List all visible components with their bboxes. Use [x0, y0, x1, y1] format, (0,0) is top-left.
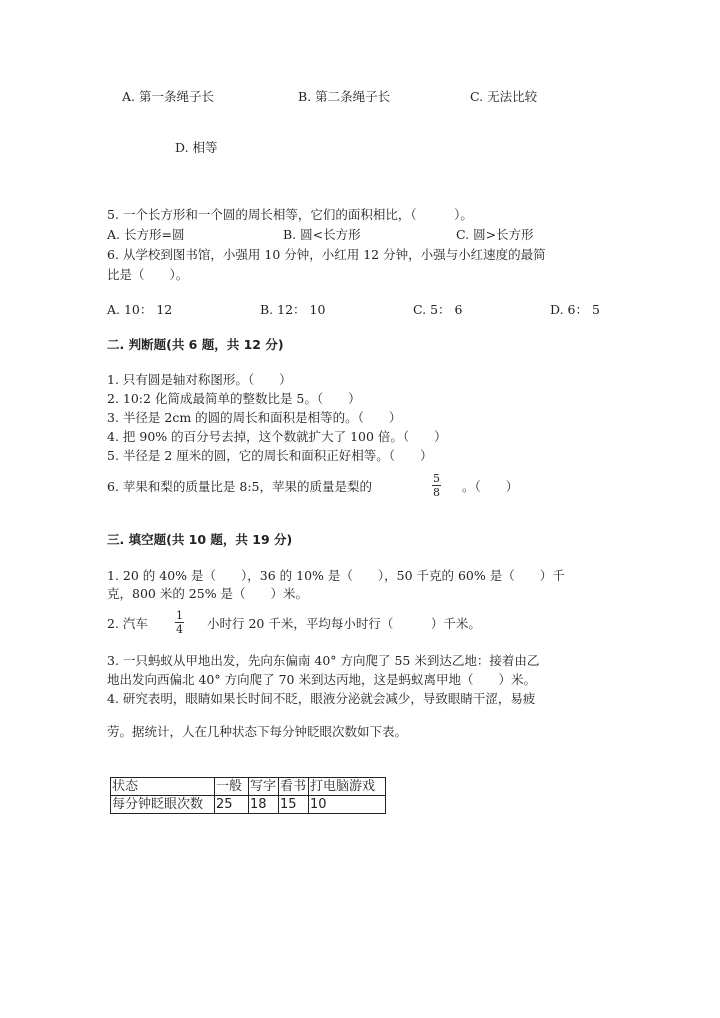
judge-item: 3. 半径是 2cm 的圆的周长和面积是相等的。（ ）	[107, 410, 402, 425]
judge-item-6-end: 。（ ）	[462, 479, 519, 494]
q6-line1: 6. 从学校到图书馆，小强用 10 分钟，小红用 12 分钟，小强与小红速度的最简	[107, 247, 546, 262]
section2-heading: 二. 判断题(共 6 题，共 12 分)	[107, 337, 284, 352]
denominator: 8	[433, 486, 440, 499]
q5-option-a: A. 长方形=圆	[107, 227, 185, 242]
table-cell: 写字	[249, 778, 279, 796]
judge-item: 1. 只有圆是轴对称图形。（ ）	[107, 372, 292, 387]
q5-option-c: C. 圆>长方形	[456, 227, 534, 242]
q6-option-d: D. 6： 5	[550, 302, 600, 317]
option-d: D. 相等	[175, 140, 218, 155]
fill-q3-line2: 地出发向西偏北 40° 方向爬了 70 米到达丙地，这是蚂蚁离甲地（ ）米。	[107, 672, 536, 687]
option-c: C. 无法比较	[470, 89, 538, 104]
fill-q1-line2: 克，800 米的 25% 是（ ）米。	[107, 586, 309, 601]
table-cell: 15	[279, 796, 309, 814]
judge-item-6: 6. 苹果和梨的质量比是 8:5，苹果的质量是梨的	[107, 479, 372, 494]
fraction	[175, 609, 184, 636]
option-a: A. 第一条绳子长	[122, 89, 214, 104]
table-cell: 18	[249, 796, 279, 814]
numerator: 5	[433, 472, 440, 485]
q5-option-b: B. 圆<长方形	[283, 227, 361, 242]
section3-heading: 三. 填空题(共 10 题，共 19 分)	[107, 532, 293, 547]
q6-line2: 比是（ ）。	[107, 267, 189, 282]
table-cell: 10	[309, 796, 386, 814]
fill-q4-line1: 4. 研究表明，眼睛如果长时间不眨，眼液分泌就会减少，导致眼睛干涩，易疲	[107, 691, 536, 706]
table-cell: 每分钟眨眼次数	[111, 796, 215, 814]
fill-q4-line2: 劳。据统计，人在几种状态下每分钟眨眼次数如下表。	[107, 724, 408, 739]
judge-item: 4. 把 90% 的百分号去掉，这个数就扩大了 100 倍。（ ）	[107, 429, 447, 444]
table-cell: 状态	[111, 778, 215, 796]
table-cell: 一般	[215, 778, 249, 796]
judge-item: 5. 半径是 2 厘米的圆，它的周长和面积正好相等。（ ）	[107, 448, 433, 463]
table-row	[111, 778, 386, 796]
q5-text: 5. 一个长方形和一个圆的周长相等，它们的面积相比，（ ）。	[107, 207, 473, 222]
denominator: 4	[176, 623, 183, 636]
fill-q3-line1: 3. 一只蚂蚁从甲地出发，先向东偏南 40° 方向爬了 55 米到达乙地：接着由乙	[107, 653, 540, 668]
fill-q1-line1: 1. 20 的 40% 是（ ），36 的 10% 是（ ），50 千克的 60% 是（ ）千	[107, 568, 565, 583]
table-cell: 看书	[279, 778, 309, 796]
q6-option-a: A. 10： 12	[107, 302, 173, 317]
fill-q2-rest: 小时行 20 千米，平均每小时行（ ）千米。	[207, 616, 481, 631]
table-cell: 25	[215, 796, 249, 814]
judge-item: 2. 10:2 化简成最简单的整数比是 5。（ ）	[107, 391, 361, 406]
table-cell: 打电脑游戏	[309, 778, 386, 796]
fraction	[432, 472, 441, 499]
q6-option-b: B. 12： 10	[260, 302, 326, 317]
q6-option-c: C. 5： 6	[413, 302, 463, 317]
table-row	[111, 796, 386, 814]
numerator: 1	[176, 609, 183, 622]
blink-table	[110, 777, 386, 814]
fill-q2: 2. 汽车	[107, 616, 148, 631]
option-b: B. 第二条绳子长	[298, 89, 391, 104]
